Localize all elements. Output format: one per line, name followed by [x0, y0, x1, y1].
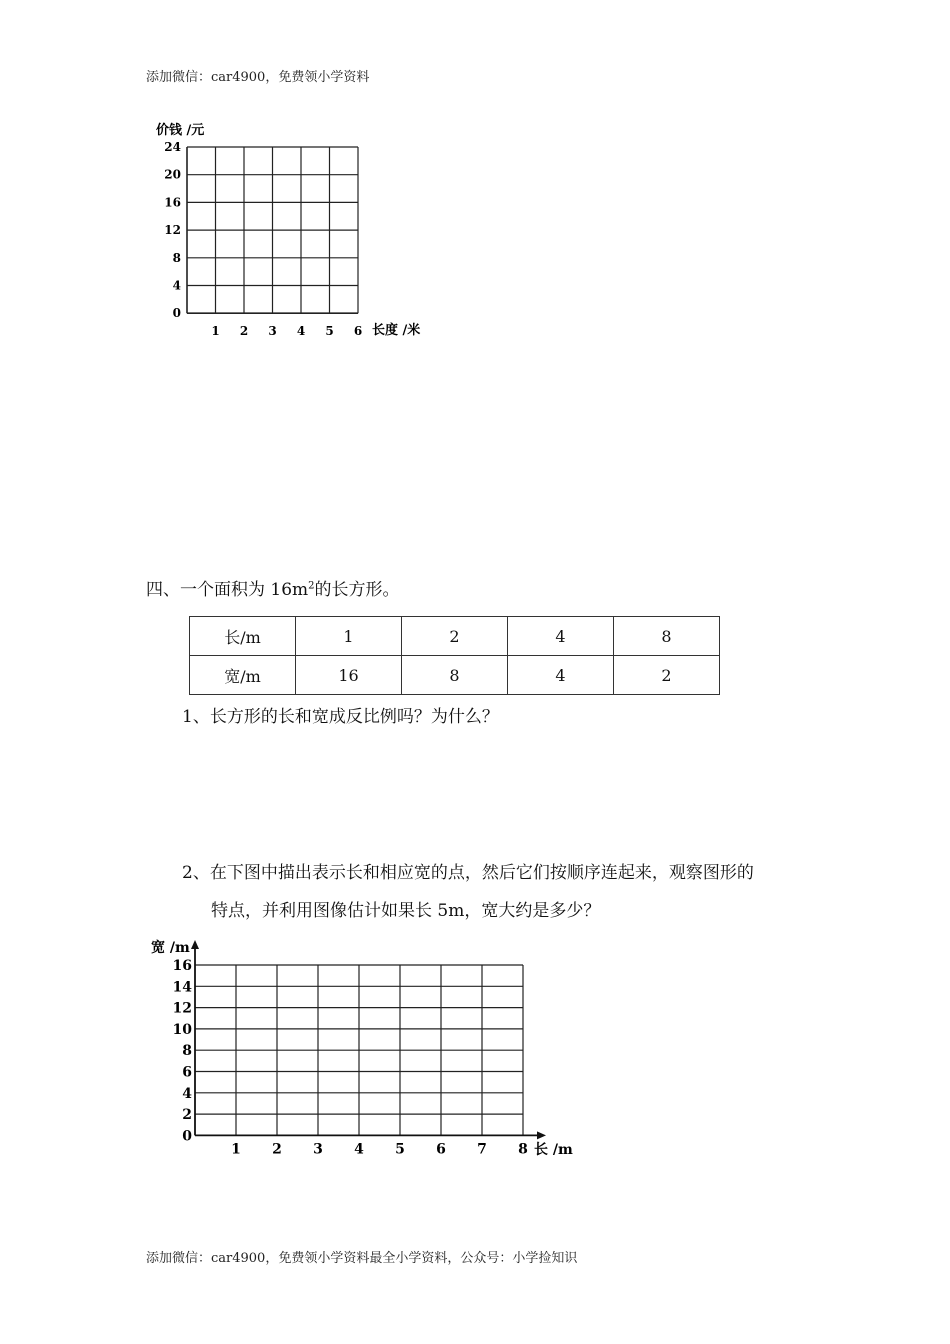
table-cell: 2: [614, 656, 720, 695]
x-tick-label: 3: [313, 1141, 323, 1158]
y-tick-label: 20: [164, 167, 181, 182]
section4-title-suffix: 的长方形。: [314, 580, 400, 600]
y-tick-label: 8: [172, 250, 181, 265]
table-row: [190, 656, 720, 695]
section4-title-prefix: 四、一个面积为 16m: [146, 580, 309, 600]
chart1-y-ticks: [164, 140, 181, 320]
table-cell: 2: [402, 617, 508, 656]
table-cell: 16: [296, 656, 402, 695]
y-tick-label: 8: [182, 1043, 192, 1060]
y-tick-label: 12: [172, 1000, 192, 1017]
section4-title: [146, 575, 400, 600]
x-tick-label: 5: [395, 1141, 405, 1158]
chart1-grid: [187, 147, 358, 313]
x-tick-label: 7: [477, 1141, 487, 1158]
y-tick-label: 2: [182, 1107, 192, 1124]
price-length-grid-chart: [140, 115, 440, 345]
y-tick-label: 4: [172, 278, 181, 293]
y-tick-label: 16: [172, 958, 192, 974]
chart2-xlabel: 长 /m: [534, 1142, 573, 1158]
chart2-y-ticks: [173, 958, 193, 1144]
table-cell: 4: [508, 617, 614, 656]
table-cell: 1: [296, 617, 402, 656]
table-cell: 8: [614, 617, 720, 656]
x-tick-label: 6: [353, 324, 363, 339]
x-tick-label: 2: [239, 324, 249, 339]
chart2-x-ticks: [231, 1141, 528, 1157]
x-tick-label: 3: [268, 324, 277, 339]
question-1: 1、长方形的长和宽成反比例吗？为什么？: [182, 707, 499, 727]
page-header: 添加微信：car4900，免费领小学资料: [146, 70, 370, 85]
page-footer: 添加微信：car4900，免费领小学资料最全小学资料，公众号：小学捡知识: [146, 1251, 578, 1266]
length-width-table: [189, 616, 720, 695]
y-tick-label: 0: [172, 306, 181, 321]
y-axis-arrow-icon: [191, 940, 199, 949]
y-tick-label: 6: [182, 1064, 192, 1081]
y-tick-label: 10: [172, 1021, 192, 1038]
x-tick-label: 4: [296, 324, 306, 339]
chart2-ylabel: 宽 /m: [151, 940, 190, 956]
table-cell: 4: [508, 656, 614, 695]
x-tick-label: 4: [354, 1141, 364, 1158]
table-cell: 8: [402, 656, 508, 695]
table-row-label: 长/m: [190, 617, 296, 656]
chart2-grid: [191, 940, 546, 1139]
x-tick-label: 5: [325, 324, 334, 339]
chart1-ylabel: 价钱 /元: [156, 123, 205, 138]
y-tick-label: 24: [164, 140, 181, 154]
x-tick-label: 1: [211, 324, 220, 339]
section4-title-sup: 2: [308, 580, 315, 592]
x-axis-arrow-icon: [537, 1131, 546, 1139]
x-tick-label: 8: [518, 1141, 528, 1158]
y-tick-label: 14: [172, 979, 192, 996]
chart1-x-ticks: [211, 324, 362, 338]
table-row-label: 宽/m: [190, 656, 296, 695]
x-tick-label: 6: [436, 1141, 446, 1158]
y-tick-label: 12: [164, 223, 181, 238]
x-tick-label: 1: [231, 1141, 241, 1158]
width-length-grid-chart: [145, 930, 585, 1170]
table-row: [190, 617, 720, 656]
x-tick-label: 2: [272, 1141, 282, 1158]
y-tick-label: 4: [182, 1085, 192, 1102]
y-tick-label: 0: [182, 1128, 192, 1145]
y-tick-label: 16: [164, 195, 181, 210]
chart1-xlabel: 长度 /米: [372, 323, 421, 338]
question-2-line-1: 2、在下图中描出表示长和相应宽的点，然后它们按顺序连起来，观察图形的: [182, 863, 754, 883]
question-2-line-2: 特点，并利用图像估计如果长 5m，宽大约是多少？: [211, 901, 601, 921]
